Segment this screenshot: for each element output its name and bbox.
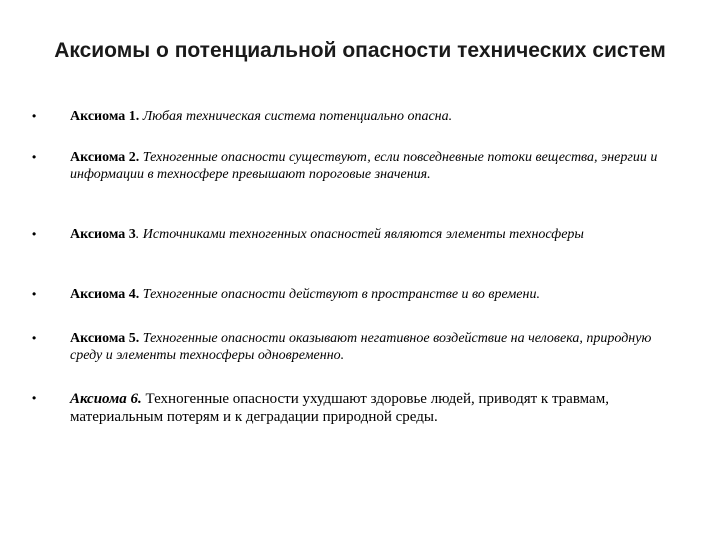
axiom-text <box>70 330 670 364</box>
bullet-icon: • <box>32 150 37 164</box>
axiom-statement: Техногенные опасности ухудшают здоровье людей, приводят к травмам, материальным потерям и к деградации природной среды. <box>70 391 609 425</box>
bullet-icon: • <box>32 331 37 345</box>
axiom-text <box>70 286 670 303</box>
axiom-label: Аксиома 3 <box>70 227 136 242</box>
axiom-statement: Техногенные опасности действуют в пространстве и во времени. <box>139 287 540 302</box>
axiom-label: Аксиома 5. <box>70 331 140 346</box>
axiom-text <box>70 108 670 125</box>
axiom-text <box>70 226 670 243</box>
axiom-label: Аксиома 2. <box>70 150 140 165</box>
axiom-statement: Техногенные опасности оказывают негативное воздействие на человека, природную среду и элементы техносферы одновременно. <box>70 331 652 363</box>
bullet-icon: • <box>32 287 37 301</box>
axiom-text <box>70 390 670 426</box>
axiom-statement: Любая техническая система потенциально опасна. <box>139 109 453 124</box>
bullet-icon: • <box>32 227 37 241</box>
bullet-icon: • <box>32 109 37 123</box>
axiom-label: Аксиома 1. <box>70 109 140 124</box>
axiom-label: Аксиома 6. <box>70 391 142 407</box>
page-title: Аксиомы о потенциальной опасности технических систем <box>54 39 666 62</box>
axiom-label: Аксиома 4. <box>70 287 140 302</box>
axiom-statement: Техногенные опасности существуют, если повседневные потоки вещества, энергии и информации в техносфере превышают пороговые значения. <box>70 150 658 182</box>
axiom-statement: . Источниками техногенных опасностей являются элементы техносферы <box>135 227 584 242</box>
axiom-text <box>70 149 670 183</box>
bullet-icon: • <box>32 391 37 405</box>
